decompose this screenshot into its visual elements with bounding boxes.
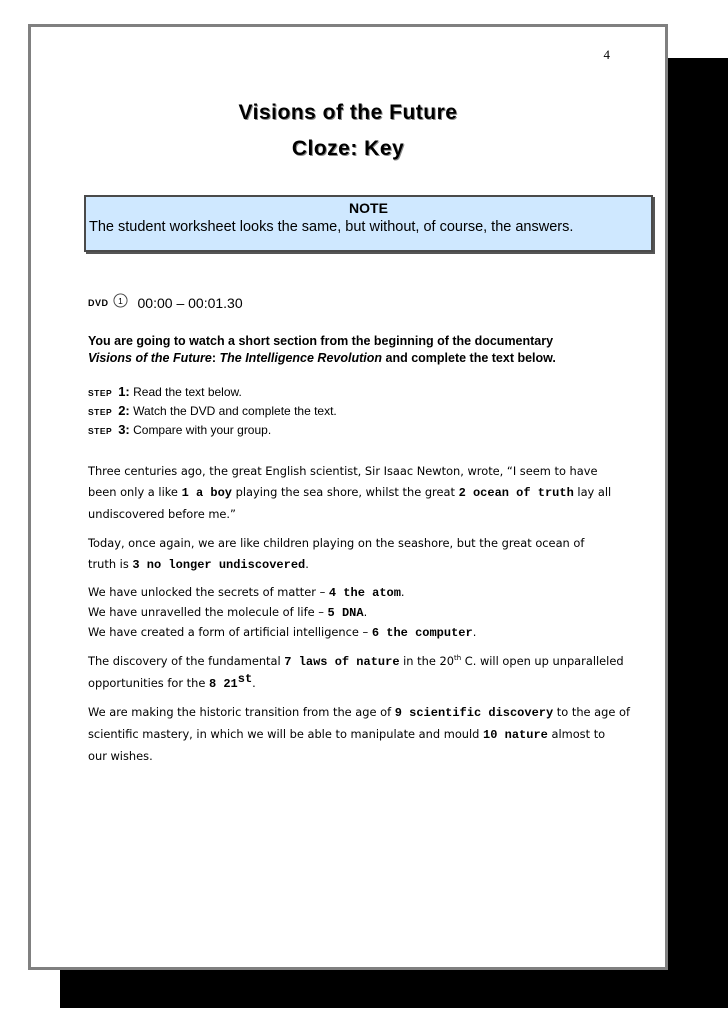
note-box (84, 195, 653, 252)
para-line (88, 651, 648, 673)
intro-colon: : (211, 351, 220, 365)
para-line: Today, once again, we are like children playing on the seashore, but the great ocean of (88, 536, 585, 550)
step-label: STEP (88, 407, 113, 417)
superscript: th (453, 654, 462, 663)
step-number: 3: (118, 422, 130, 437)
dvd-time-range: 00:00 – 00:01.30 (137, 295, 243, 311)
answer-2: 2 ocean of truth (458, 486, 574, 500)
answer-8-superscript: st (237, 672, 253, 687)
para-text: . (252, 676, 256, 690)
para-line (88, 583, 648, 603)
note-heading: NOTE (349, 200, 388, 216)
answer-3: 3 no longer undiscovered (132, 558, 306, 572)
para-text: scientific mastery, in which we will be able to manipulate and mould (88, 727, 484, 741)
para-text: to the age of (553, 705, 630, 719)
para-text: been only a like (88, 485, 182, 499)
para-line (88, 702, 648, 724)
dvd-label: DVD (88, 298, 109, 308)
para-text: . (472, 625, 477, 639)
answer-5: 5 DNA (327, 606, 364, 620)
para-text: We are making the historic transition from the age of (88, 705, 395, 719)
para-line (88, 554, 648, 576)
step-text: Compare with your group. (129, 423, 272, 437)
answer-9: 9 scientific discovery (394, 706, 554, 720)
para-text: The discovery of the fundamental (88, 654, 285, 668)
para-text: . (305, 557, 309, 571)
disc-number: 1 (117, 295, 123, 306)
para-text: We have created a form of artificial intelligence – (88, 625, 372, 639)
para-text: C. will open up unparalleled (461, 654, 624, 668)
dvd-line (88, 295, 243, 311)
intro-line-1: You are going to watch a short section from the beginning of the documentary (88, 334, 554, 348)
para-line (88, 673, 648, 695)
intro-title-2: The Intelligence Revolution (219, 351, 383, 365)
paragraph-4 (88, 651, 648, 695)
document-subtitle: Cloze: Key (291, 137, 405, 160)
para-text: We have unravelled the molecule of life – (88, 605, 328, 619)
para-line (88, 482, 648, 504)
intro-title-1: Visions of the Future (88, 351, 212, 365)
para-text: truth is (88, 557, 133, 571)
answer-1: 1 a boy (181, 486, 232, 500)
step-item (88, 402, 337, 421)
paragraph-5 (88, 702, 648, 767)
answer-7: 7 laws of nature (284, 655, 400, 669)
answer-8: 8 21 (208, 677, 238, 691)
disc-icon (113, 293, 128, 308)
paragraph-1 (88, 461, 648, 525)
para-line: our wishes. (88, 749, 153, 763)
note-text: The student worksheet looks the same, but without, of course, the answers. (89, 219, 574, 235)
para-text: . (363, 605, 368, 619)
step-number: 1: (118, 384, 130, 399)
answer-4: 4 the atom (328, 586, 401, 600)
para-line (88, 603, 648, 623)
para-line: undiscovered before me.” (88, 507, 236, 521)
steps-list (88, 383, 337, 440)
step-label: STEP (88, 426, 113, 436)
para-line (88, 623, 648, 643)
document-page (28, 24, 668, 970)
para-line: Three centuries ago, the great English scientist, Sir Isaac Newton, wrote, “I seem to have (88, 464, 598, 478)
para-line (88, 724, 648, 746)
intro-line-2 (88, 350, 556, 367)
paragraph-2 (88, 533, 648, 576)
paragraph-3 (88, 583, 648, 643)
document-title: Visions of the Future (238, 101, 458, 124)
intro-text (88, 333, 556, 367)
step-item (88, 383, 337, 402)
answer-6: 6 the computer (371, 626, 473, 640)
page-number: 4 (603, 47, 610, 62)
step-item (88, 421, 337, 440)
step-label: STEP (88, 388, 113, 398)
step-text: Read the text below. (129, 385, 242, 399)
para-text: We have unlocked the secrets of matter – (88, 585, 329, 599)
step-number: 2: (118, 403, 130, 418)
step-text: Watch the DVD and complete the text. (129, 404, 337, 418)
para-text: in the 20 (399, 654, 454, 668)
intro-line-2-rest: and complete the text below. (382, 351, 556, 365)
para-text: almost to (547, 727, 606, 741)
para-text: opportunities for the (88, 676, 209, 690)
answer-10: 10 nature (483, 728, 548, 742)
para-text: . (400, 585, 405, 599)
para-text: lay all (573, 485, 612, 499)
para-text: playing the sea shore, whilst the great (231, 485, 459, 499)
